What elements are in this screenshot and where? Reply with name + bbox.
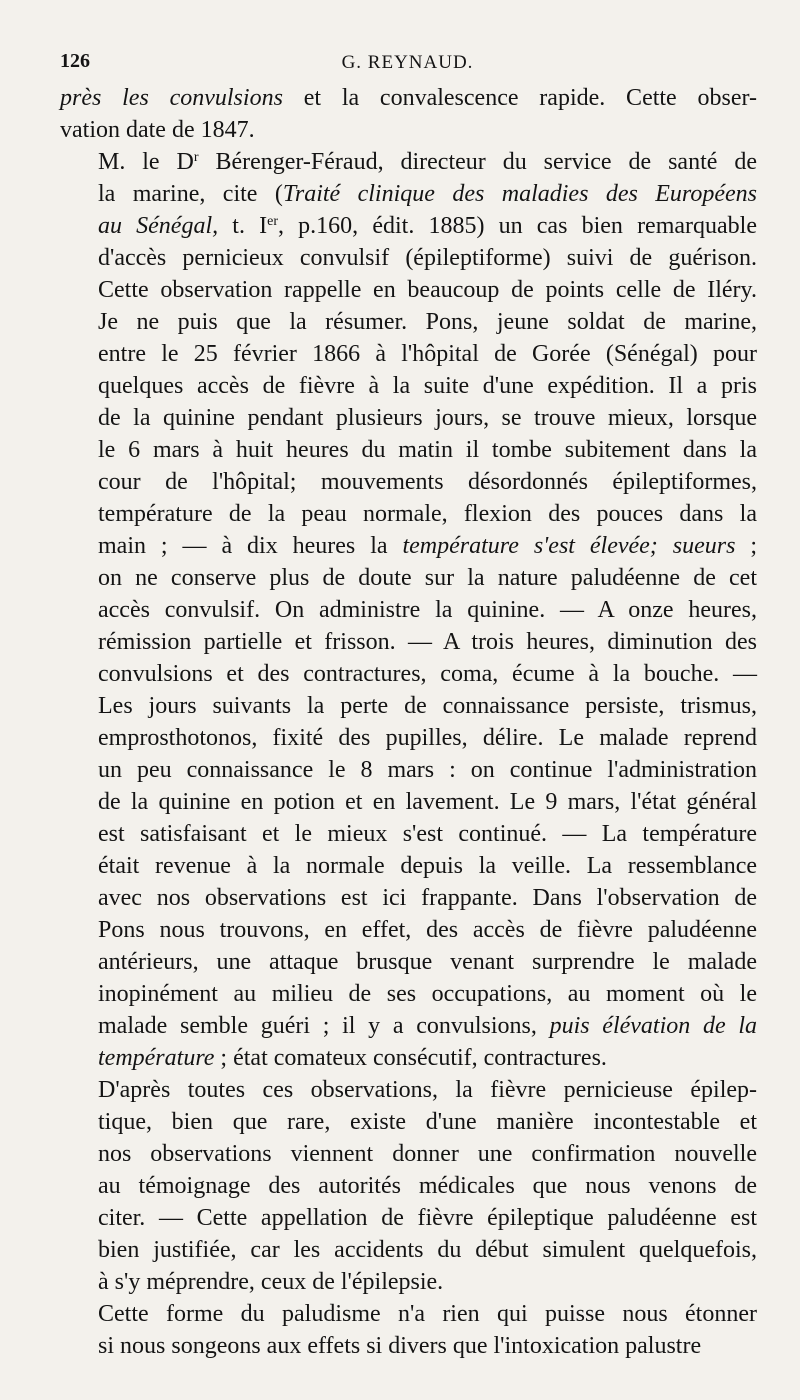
text-line bbox=[60, 1202, 757, 1234]
text-line bbox=[60, 370, 757, 402]
text-segment: citer. — Cette appellation de fièvre épileptique paludéenne est bbox=[98, 1205, 757, 1231]
text-line bbox=[60, 466, 757, 498]
italic-text: au Sénégal, bbox=[98, 213, 219, 239]
text-line bbox=[60, 114, 757, 146]
text-segment: antérieurs, une attaque brusque venant surprendre le malade bbox=[98, 949, 757, 975]
text-line bbox=[60, 82, 757, 114]
text-segment: température de la peau normale, flexion des pouces dans la bbox=[98, 501, 757, 527]
text-line bbox=[60, 1234, 757, 1266]
paragraph bbox=[60, 1074, 757, 1298]
text-line bbox=[60, 338, 757, 370]
text-segment: et la convalescence rapide. Cette obser- bbox=[282, 85, 757, 111]
paragraph bbox=[60, 82, 757, 146]
text-line bbox=[60, 850, 757, 882]
text-line bbox=[60, 914, 757, 946]
text-segment: bien justifiée, car les accidents du début simulent quelquefois, bbox=[98, 1237, 757, 1263]
text-line bbox=[60, 946, 757, 978]
text-segment: inopinément au milieu de ses occupations, au moment où le bbox=[98, 981, 757, 1007]
text-segment: accès convulsif. On administre la quinine. — A onze heures, bbox=[98, 597, 757, 623]
text-line bbox=[60, 274, 757, 306]
text-line bbox=[60, 594, 757, 626]
text-line bbox=[60, 1266, 757, 1298]
text-line bbox=[60, 1330, 757, 1362]
text-segment: avec nos observations est ici frappante. Dans l'observation de bbox=[98, 885, 757, 911]
text-segment: Les jours suivants la perte de connaissance persiste, trismus, bbox=[98, 693, 757, 719]
text-line bbox=[60, 210, 757, 242]
text-line bbox=[60, 498, 757, 530]
text-segment: rémission partielle et frisson. — A trois heures, diminution des bbox=[98, 629, 757, 655]
text-line bbox=[60, 146, 757, 178]
superscript-text: r bbox=[193, 150, 199, 165]
text-line bbox=[60, 1298, 757, 1330]
text-line bbox=[60, 242, 757, 274]
italic-text: température bbox=[98, 1045, 215, 1071]
text-line bbox=[60, 882, 757, 914]
text-segment: Cette observation rappelle en beaucoup de points celle de Iléry. bbox=[98, 277, 757, 303]
text-segment: de la quinine pendant plusieurs jours, se trouve mieux, lorsque bbox=[98, 405, 757, 431]
text-segment: au témoignage des autorités médicales que nous venons de bbox=[98, 1173, 757, 1199]
text-segment: main ; — à dix heures la bbox=[98, 533, 403, 559]
text-line bbox=[60, 434, 757, 466]
text-line bbox=[60, 754, 757, 786]
text-segment: un peu connaissance le 8 mars : on continue l'administration bbox=[98, 757, 757, 783]
text-line bbox=[60, 978, 757, 1010]
text-segment: Pons nous trouvons, en effet, des accès de fièvre paludéenne bbox=[98, 917, 757, 943]
text-segment: tique, bien que rare, existe d'une manière incontestable et bbox=[98, 1109, 757, 1135]
text-segment: ; bbox=[735, 533, 758, 559]
text-line bbox=[60, 658, 757, 690]
text-segment: D'après toutes ces observations, la fièvre pernicieuse épilep- bbox=[98, 1077, 757, 1103]
italic-text: près les convulsions bbox=[60, 85, 283, 111]
text-segment: cour de l'hôpital; mouvements désordonnés épileptiformes, bbox=[98, 469, 757, 495]
italic-text: Traité clinique des maladies des Européens bbox=[282, 181, 757, 207]
italic-text: température s'est élevée; sueurs bbox=[402, 533, 736, 559]
italic-text: puis élévation de la bbox=[549, 1013, 757, 1039]
text-segment: t. I bbox=[218, 213, 268, 239]
body-text bbox=[60, 82, 757, 1362]
text-line bbox=[60, 1138, 757, 1170]
paragraph bbox=[60, 1298, 757, 1362]
text-segment: quelques accès de fièvre à la suite d'une expédition. Il a pris bbox=[98, 373, 757, 399]
text-segment: vation date de 1847. bbox=[60, 117, 255, 143]
text-segment: le 6 mars à huit heures du matin il tombe subitement dans la bbox=[98, 437, 757, 463]
text-segment: Bérenger-Féraud, directeur du service de santé de bbox=[198, 149, 757, 175]
text-line bbox=[60, 1074, 757, 1106]
text-segment: Je ne puis que la résumer. Pons, jeune soldat de marine, bbox=[98, 309, 757, 335]
text-line bbox=[60, 690, 757, 722]
text-segment: de la quinine en potion et en lavement. Le 9 mars, l'état général bbox=[98, 789, 757, 815]
paragraph bbox=[60, 146, 757, 1074]
text-segment: M. le D bbox=[98, 149, 194, 175]
text-segment: Cette forme du paludisme n'a rien qui puisse nous étonner bbox=[98, 1301, 757, 1327]
text-segment: à s'y méprendre, ceux de l'épilepsie. bbox=[98, 1269, 444, 1295]
text-line bbox=[60, 402, 757, 434]
text-line bbox=[60, 1042, 757, 1074]
running-title: G. REYNAUD. bbox=[341, 52, 474, 73]
page-number: 126 bbox=[60, 50, 90, 72]
text-line bbox=[60, 1170, 757, 1202]
text-segment: on ne conserve plus de doute sur la nature paludéenne de cet bbox=[98, 565, 757, 591]
text-segment: , p.160, édit. 1885) un cas bien remarquable bbox=[278, 213, 757, 239]
text-line bbox=[60, 178, 757, 210]
text-line bbox=[60, 626, 757, 658]
text-segment: malade semble guéri ; il y a convulsions, bbox=[98, 1013, 550, 1039]
text-line bbox=[60, 530, 757, 562]
text-segment: entre le 25 février 1866 à l'hôpital de Gorée (Sénégal) pour bbox=[98, 341, 757, 367]
text-line bbox=[60, 562, 757, 594]
text-line bbox=[60, 818, 757, 850]
text-segment: si nous songeons aux effets si divers que l'intoxication palustre bbox=[98, 1333, 702, 1359]
text-segment: ; état comateux consécutif, contractures. bbox=[214, 1045, 607, 1071]
running-head bbox=[60, 44, 755, 84]
text-line bbox=[60, 786, 757, 818]
text-segment: était revenue à la normale depuis la veille. La ressemblance bbox=[98, 853, 757, 879]
text-segment: nos observations viennent donner une confirmation nouvelle bbox=[98, 1141, 757, 1167]
text-segment: d'accès pernicieux convulsif (épileptiforme) suivi de guérison. bbox=[98, 245, 757, 271]
text-segment: convulsions et des contractures, coma, écume à la bouche. — bbox=[98, 661, 757, 687]
text-segment: la marine, cite ( bbox=[98, 181, 283, 207]
superscript-text: er bbox=[267, 214, 279, 229]
text-line bbox=[60, 1010, 757, 1042]
text-line bbox=[60, 722, 757, 754]
text-line bbox=[60, 306, 757, 338]
text-segment: emprosthotonos, fixité des pupilles, délire. Le malade reprend bbox=[98, 725, 757, 751]
text-line bbox=[60, 1106, 757, 1138]
text-segment: est satisfaisant et le mieux s'est continué. — La température bbox=[98, 821, 757, 847]
